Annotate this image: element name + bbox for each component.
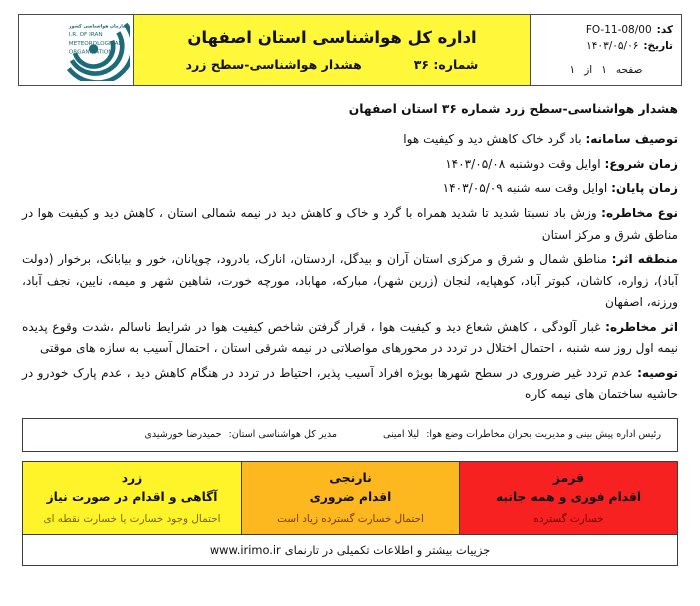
svg-text:ORGANIZATION: ORGANIZATION [68, 49, 113, 56]
forecaster-name: لیلا امینی [383, 428, 420, 440]
bulletin-body [22, 100, 678, 406]
advice-row [22, 363, 678, 406]
forecaster-role: رئیس اداره پیش بینی و مدیریت بحران مخاطرات وضع هوا: [426, 428, 661, 440]
warning-number-label: شماره: [433, 57, 479, 73]
warning-type-label: هشدار هواشناسی-سطح زرد [185, 57, 362, 73]
forecaster-signature [363, 428, 661, 441]
svg-text:I.R. OF IRAN: I.R. OF IRAN [68, 32, 103, 39]
system-description-label: توصیف سامانه: [585, 132, 678, 147]
hazard-type-value: وزش باد نسبتا شدید تا شدید همراه با گرد و خاک و کاهش دید در نیمه شمالی استان ، کاهش دید و کیفیت هوا در مناطق شرق و مرکز استان [22, 205, 678, 242]
page-total: ۱ [569, 63, 576, 76]
system-description-row [22, 129, 678, 151]
warning-number-group [414, 57, 479, 72]
advice-value: عدم تردد غیر ضروری در سطح شهرها بویژه افراد آسیب پذیر، احتیاط در تردد در هنگام کاهش دید ، عدم پارک خودرو در حاشیه ساختمان های نیمه کاره [22, 365, 678, 402]
start-time-label: زمان شروع: [604, 156, 678, 171]
legend-level-orange [241, 462, 459, 534]
system-description-value: باد گرد خاک کاهش دید و کیفیت هوا [403, 132, 582, 147]
svg-text:سازمان هواشناسی کشور: سازمان هواشناسی کشور [68, 24, 128, 30]
legend-level-yellow-action: آگاهی و اقدام در صورت نیاز [46, 490, 218, 505]
end-time-label: زمان پایان: [611, 181, 678, 196]
document-code-label: کد: [656, 24, 673, 37]
warning-number-value: ۳۶ [413, 57, 430, 73]
legend-level-orange-action: اقدام ضروری [309, 490, 392, 505]
page-label: صفحه [615, 63, 643, 76]
hazard-impact-label: اثر مخاطره: [605, 319, 678, 334]
svg-text:METEOROLOGICAL: METEOROLOGICAL [68, 40, 122, 47]
organization-title: اداره کل هواشناسی استان اصفهان [187, 27, 477, 47]
legend-level-yellow-desc: احتمال وجود خسارت یا خسارت نقطه ای [43, 513, 221, 526]
document-code-value: FO-11-08/00 [585, 24, 652, 37]
organization-logo-cell [18, 14, 134, 86]
hazard-impact-row [22, 317, 678, 360]
header-meta-block [530, 14, 682, 86]
affected-region-label: منطقه اثر: [611, 252, 678, 267]
legend-level-red-action: اقدام فوری و همه جانبه [496, 490, 641, 505]
start-time-value: اوایل وقت دوشنبه ۱۴۰۳/۰۵/۰۸ [445, 156, 601, 171]
legend-level-yellow-name: زرد [121, 469, 143, 485]
legend-level-red-desc: خسارت گسترده [533, 513, 604, 526]
warning-level-legend [22, 461, 678, 566]
legend-level-red [459, 462, 677, 534]
affected-region-value: مناطق شمال و شرق و مرکزی استان آران و بیدگل، اردستان، انارک، بادرود، چوپانان، خور و بیابانک، برخوار (دولت آباد)، زواره، کاشان، کبوتر آباد، کوهپایه، لنجان (زرین شهر)، مبارکه، مهاباد، مورچه خورت، شاهین شهر و میمه، نایین، نجف آباد، ورزنه، اصفهان [22, 252, 678, 310]
director-name: حمیدرضا خورشیدی [144, 428, 222, 440]
imo-logo-icon [22, 19, 130, 81]
hazard-type-row [22, 203, 678, 246]
legend-level-red-name: قرمز [552, 469, 585, 485]
hazard-impact-value: غبار آلودگی ، کاهش شعاع دید و کیفیت هوا ، قرار گرفتن شاخص کیفیت هوا در شرایط ناسالم ،شدت وقوع پدیده نیمه اول روز سه شنبه ، احتمال اختلال در تردد در محورهای مواصلاتی در نیمه شرقی استان ، احتمال آسیب به سازه های موقتی [22, 319, 678, 356]
director-signature [39, 428, 363, 441]
end-time-row [22, 178, 678, 200]
legend-levels-row [23, 462, 677, 534]
legend-level-orange-desc: احتمال خسارت گسترده زیاد است [277, 513, 424, 526]
header-title-banner [134, 14, 530, 86]
footer-text: جزییات بیشتر و اطلاعات تکمیلی در تارنمای [284, 542, 491, 557]
signature-box [22, 418, 678, 452]
page-current: ۱ [601, 63, 607, 76]
legend-level-yellow [23, 462, 241, 534]
hazard-type-label: نوع مخاطره: [601, 205, 678, 220]
header-subtitle-row [186, 57, 479, 72]
end-time-value: اوایل وقت سه شنبه ۱۴۰۳/۰۵/۰۹ [442, 181, 608, 196]
document-code-line [539, 22, 673, 38]
director-role: مدیر کل هواشناسی استان: [228, 428, 337, 440]
legend-footer [23, 534, 677, 565]
affected-region-row [22, 249, 678, 314]
document-date-line [539, 38, 673, 54]
start-time-row [22, 154, 678, 176]
advice-label: توصیه: [637, 365, 678, 380]
bulletin-title: هشدار هواشناسی-سطح زرد شماره ۳۶ استان اصفهان [348, 102, 678, 116]
document-date-label: تاریخ: [643, 40, 673, 53]
irimo-website-link[interactable]: www.irimo.ir [209, 542, 281, 557]
warning-bulletin-page [0, 14, 700, 606]
legend-level-orange-name: نارنجی [329, 469, 372, 485]
page-of-label: از [584, 63, 593, 76]
document-header [18, 14, 682, 86]
document-date-value: ۱۴۰۳/۰۵/۰۶ [586, 40, 639, 53]
page-number-line [539, 62, 673, 78]
